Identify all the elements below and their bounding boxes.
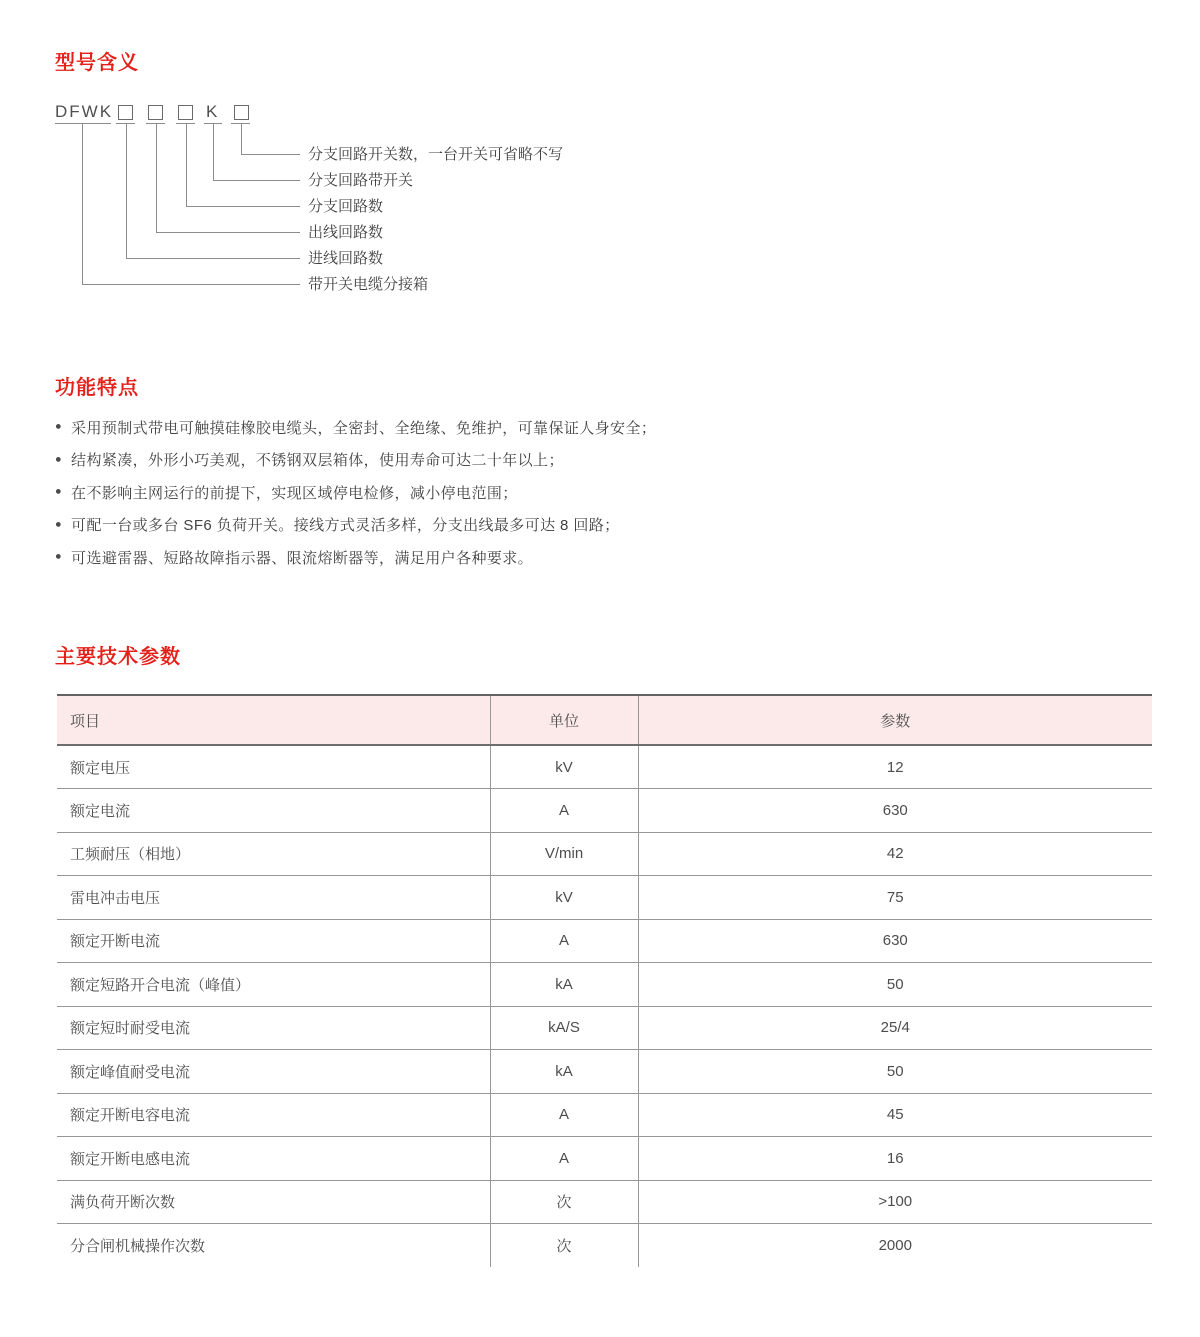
param-value-cell: 2000 xyxy=(878,1237,912,1254)
feature-list xyxy=(55,418,1152,566)
param-unit-cell: kA/S xyxy=(490,1006,638,1050)
table-row xyxy=(57,1050,1152,1094)
model-prefix-text: DFWK xyxy=(55,102,114,121)
param-value-cell: >100 xyxy=(638,1180,1152,1224)
param-name-cell: 工频耐压（相地） xyxy=(57,832,490,876)
table-row xyxy=(57,1224,1152,1268)
table-row xyxy=(57,789,1152,833)
param-value-cell: 50 xyxy=(638,1050,1152,1094)
feature-item xyxy=(55,418,1152,436)
col-header-unit: 单位 xyxy=(490,695,638,745)
feature-text: 在不影响主网运行的前提下，实现区域停电检修，减小停电范围； xyxy=(71,484,518,502)
model-label: 出线回路数 xyxy=(308,224,384,241)
feature-item xyxy=(55,548,1152,566)
param-value-cell: 16 xyxy=(638,1137,1152,1181)
model-label: 带开关电缆分接箱 xyxy=(308,276,429,293)
section-title-features: 功能特点 xyxy=(55,377,139,399)
param-value-cell: 45 xyxy=(638,1093,1152,1137)
param-name-cell: 额定短路开合电流（峰值） xyxy=(57,963,490,1007)
feature-text: 可选避雷器、短路故障指示器、限流熔断器等，满足用户各种要求。 xyxy=(71,549,534,567)
param-name-cell: 满负荷开断次数 xyxy=(57,1180,490,1224)
param-unit-cell: 次 xyxy=(490,1180,638,1224)
model-code-diagram xyxy=(55,102,1095,298)
model-k-letter: K xyxy=(206,102,218,121)
bullet-icon: ● xyxy=(55,420,63,433)
param-value-cell: 75 xyxy=(638,876,1152,920)
feature-item xyxy=(55,516,1152,534)
section-title-parameters: 主要技术参数 xyxy=(55,646,181,668)
model-connector-lines xyxy=(55,102,1095,298)
feature-item xyxy=(55,451,1152,469)
param-value-cell: 25/4 xyxy=(638,1006,1152,1050)
table-row xyxy=(57,919,1152,963)
param-unit-cell: kA xyxy=(490,1050,638,1094)
param-unit-cell: kA xyxy=(490,963,638,1007)
table-row xyxy=(57,1180,1152,1224)
model-label: 分支回路开关数，一台开关可省略不写 xyxy=(308,146,564,163)
bullet-icon: ● xyxy=(55,518,63,530)
col-header-item: 项目 xyxy=(57,695,490,745)
param-name-cell: 雷电冲击电压 xyxy=(57,876,490,920)
param-value-cell: 12 xyxy=(638,745,1152,789)
table-row xyxy=(57,876,1152,920)
features-section xyxy=(55,377,1152,566)
feature-text: 结构紧凑，外形小巧美观，不锈钢双层箱体，使用寿命可达二十年以上； xyxy=(71,452,564,469)
table-row xyxy=(57,832,1152,876)
param-unit-cell: 次 xyxy=(490,1224,638,1268)
model-label: 分支回路带开关 xyxy=(308,172,414,189)
param-value-cell: 42 xyxy=(638,832,1152,876)
param-name-cell: 额定电压 xyxy=(57,745,490,789)
model-meaning-section xyxy=(55,52,1152,298)
param-name-cell: 额定电流 xyxy=(57,789,490,833)
table-row xyxy=(57,745,1152,789)
param-name-cell: 额定开断电流 xyxy=(57,919,490,963)
bullet-icon: ● xyxy=(55,550,63,563)
param-unit-cell: A xyxy=(490,919,638,963)
param-unit-cell: V/min xyxy=(490,832,638,876)
parameters-table xyxy=(57,694,1152,1267)
param-unit-cell: A xyxy=(490,1137,638,1181)
param-unit-cell: A xyxy=(490,789,638,833)
param-value-cell: 630 xyxy=(638,789,1152,833)
bullet-icon: ● xyxy=(55,485,63,498)
param-name-cell: 额定峰值耐受电流 xyxy=(57,1050,490,1094)
param-name-cell: 额定短时耐受电流 xyxy=(57,1006,490,1050)
table-header-row xyxy=(57,695,1152,745)
bullet-icon: ● xyxy=(55,453,63,465)
section-title-model-meaning: 型号含义 xyxy=(55,52,139,74)
col-header-value: 参数 xyxy=(638,695,1152,745)
table-row xyxy=(57,1093,1152,1137)
parameters-section xyxy=(55,646,1152,1267)
feature-item xyxy=(55,483,1152,501)
param-unit-cell: kV xyxy=(490,745,638,789)
feature-text: 采用预制式带电可触摸硅橡胶电缆头，全密封、全绝缘、免维护，可靠保证人身安全； xyxy=(71,419,657,437)
feature-text: 可配一台或多台 SF6 负荷开关。接线方式灵活多样，分支出线最多可达 8 回路； xyxy=(71,517,620,534)
table-row xyxy=(57,1137,1152,1181)
param-value-cell: 630 xyxy=(638,919,1152,963)
param-name-cell: 额定开断电容电流 xyxy=(57,1093,490,1137)
param-name-cell: 分合闸机械操作次数 xyxy=(57,1224,490,1268)
model-label: 分支回路数 xyxy=(308,198,384,215)
param-unit-cell: A xyxy=(490,1093,638,1137)
param-value-cell: 50 xyxy=(638,963,1152,1007)
model-label: 进线回路数 xyxy=(308,250,384,267)
table-row xyxy=(57,1006,1152,1050)
param-name-cell: 额定开断电感电流 xyxy=(57,1137,490,1181)
table-row xyxy=(57,963,1152,1007)
param-unit-cell: kV xyxy=(490,876,638,920)
